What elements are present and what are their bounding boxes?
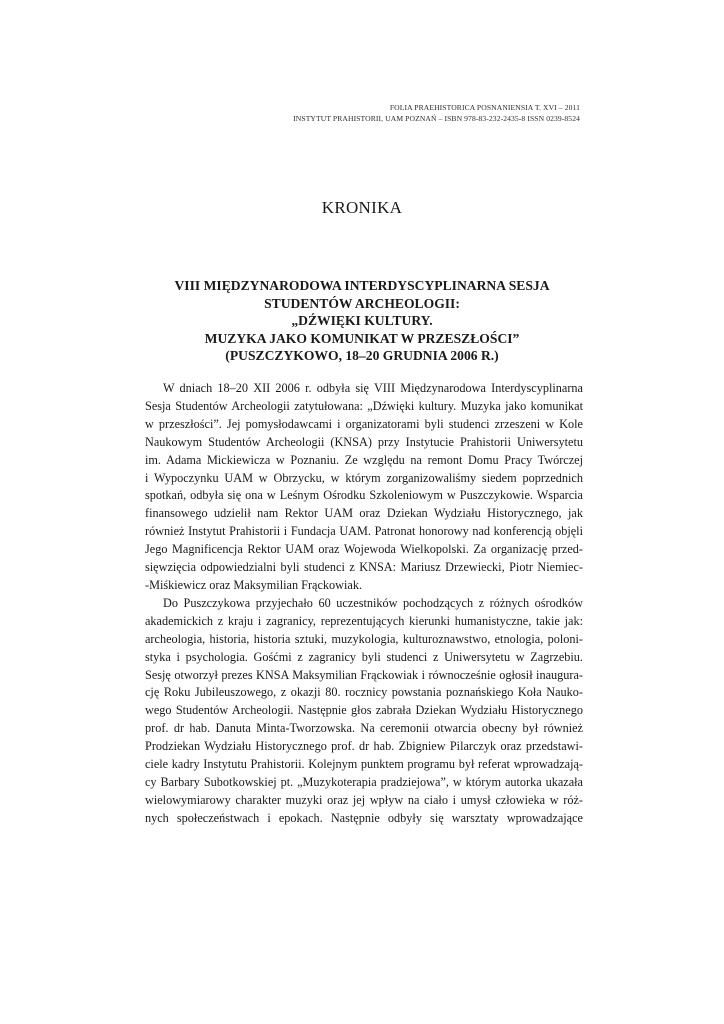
- body-line: archeologia, historia, historia sztuki, muzykologia, kulturoznawstwo, etnologia, poloni-: [145, 631, 583, 646]
- body-line: cy Barbary Subotkowskiej pt. „Muzykoterapia pradziejowa”, w którym autorka ukazała: [145, 774, 583, 789]
- journal-header-line-1: FOLIA PRAEHISTORICA POSNANIENSIA T. XVI – 2011: [389, 103, 580, 112]
- body-line: wielowymiarowy charakter muzyki oraz jej wpływ na ciało i umysł człowieka w róż-: [145, 792, 583, 807]
- journal-header-line-2: INSTYTUT PRAHISTORII, UAM POZNAŃ – ISBN 978-83-232-2435-8 ISSN 0239-8524: [293, 114, 580, 123]
- body-line: Do Puszczykowa przyjechało 60 uczestników pochodzących z różnych ośrodków: [163, 595, 583, 610]
- article-title-line: STUDENTÓW ARCHEOLOGII:: [264, 295, 460, 311]
- body-line: również Instytut Prahistorii i Fundacja UAM. Patronat honorowy nad konferencją objęli: [145, 524, 583, 539]
- journal-header: [293, 102, 580, 124]
- article-body: [145, 380, 583, 828]
- article-title-line: VIII MIĘDZYNARODOWA INTERDYSCYPLINARNA SESJA: [174, 278, 550, 293]
- body-line: Sesja Studentów Archeologii zatytułowana: „Dźwięki kultury. Muzyka jako komunikat: [145, 398, 583, 413]
- body-line: akademickich z kraju i zagranicy, reprezentujących kierunki humanistyczne, takie jak:: [145, 613, 583, 628]
- article-title-line: „DŹWIĘKI KULTURY.: [291, 313, 433, 328]
- body-line: styka i psychologia. Gośćmi z zagranicy byli studenci z Uniwersytetu w Zagrzebiu.: [145, 649, 583, 664]
- body-line: prof. dr hab. Danuta Minta-Tworzowska. Na ceremonii otwarcia obecny był również: [145, 721, 583, 736]
- body-line: w przeszłości”. Jej pomysłodawcami i organizatorami byli studenci zrzeszeni w Kole: [145, 416, 583, 431]
- article-title-line: MUZYKA JAKO KOMUNIKAT W PRZESZŁOŚCI”: [204, 330, 520, 346]
- paragraph-2: [145, 595, 583, 828]
- paragraph-1: [145, 380, 583, 595]
- body-line: cję Roku Jubileuszowego, z okazji 80. rocznicy powstania poznańskiego Koła Nauko-: [145, 685, 583, 700]
- body-line: W dniach 18–20 XII 2006 r. odbyła się VIII Międzynarodowa Interdyscyplinarna: [163, 381, 583, 395]
- body-line: spotkań, odbyła się ona w Leśnym Ośrodku Szkoleniowym w Puszczykowie. Wsparcia: [145, 488, 583, 503]
- body-line: i Wypoczynku UAM w Obrzycku, w którym zorganizowaliśmy siedem poprzednich: [145, 470, 583, 485]
- body-line: -Miśkiewicz oraz Maksymilian Frąckowiak.: [145, 577, 363, 592]
- body-line: Naukowym Studentów Archeologii (KNSA) przy Instytucie Prahistorii Uniwersytetu: [145, 434, 583, 449]
- article-title: [0, 277, 724, 365]
- body-line: Prodziekan Wydziału Historycznego prof. dr hab. Zbigniew Pilarczyk oraz przedstawi-: [145, 739, 583, 754]
- body-line: finansowego udzielił nam Rektor UAM oraz Dziekan Wydziału Historycznego, jak: [145, 506, 583, 521]
- body-line: sięwzięcia odpowiedzialni byli studenci z KNSA: Mariusz Drzewiecki, Piotr Niemiec-: [145, 560, 583, 575]
- body-line: wego Studentów Archeologii. Następnie głos zabrała Dziekan Wydziału Historycznego: [145, 703, 583, 718]
- body-line: im. Adama Mickiewicza w Poznaniu. Ze względu na remont Domu Pracy Twórczej: [145, 452, 583, 467]
- article-title-line: (PUSZCZYKOWO, 18–20 GRUDNIA 2006 R.): [225, 348, 499, 363]
- body-line: Sesję otworzył prezes KNSA Maksymilian Frąckowiak i równocześnie ogłosił inaugura-: [145, 667, 583, 682]
- body-line: ciele kadry Instytutu Prahistorii. Kolejnym punktem programu był referat wprowadzają-: [145, 757, 583, 772]
- body-line: nych społeczeństwach i epokach. Następnie odbyły się warsztaty wprowadzające: [145, 810, 583, 825]
- body-line: Jego Magnificencja Rektor UAM oraz Wojewoda Wielkopolski. Za organizację przed-: [145, 542, 583, 557]
- section-title: KRONIKA: [321, 198, 403, 217]
